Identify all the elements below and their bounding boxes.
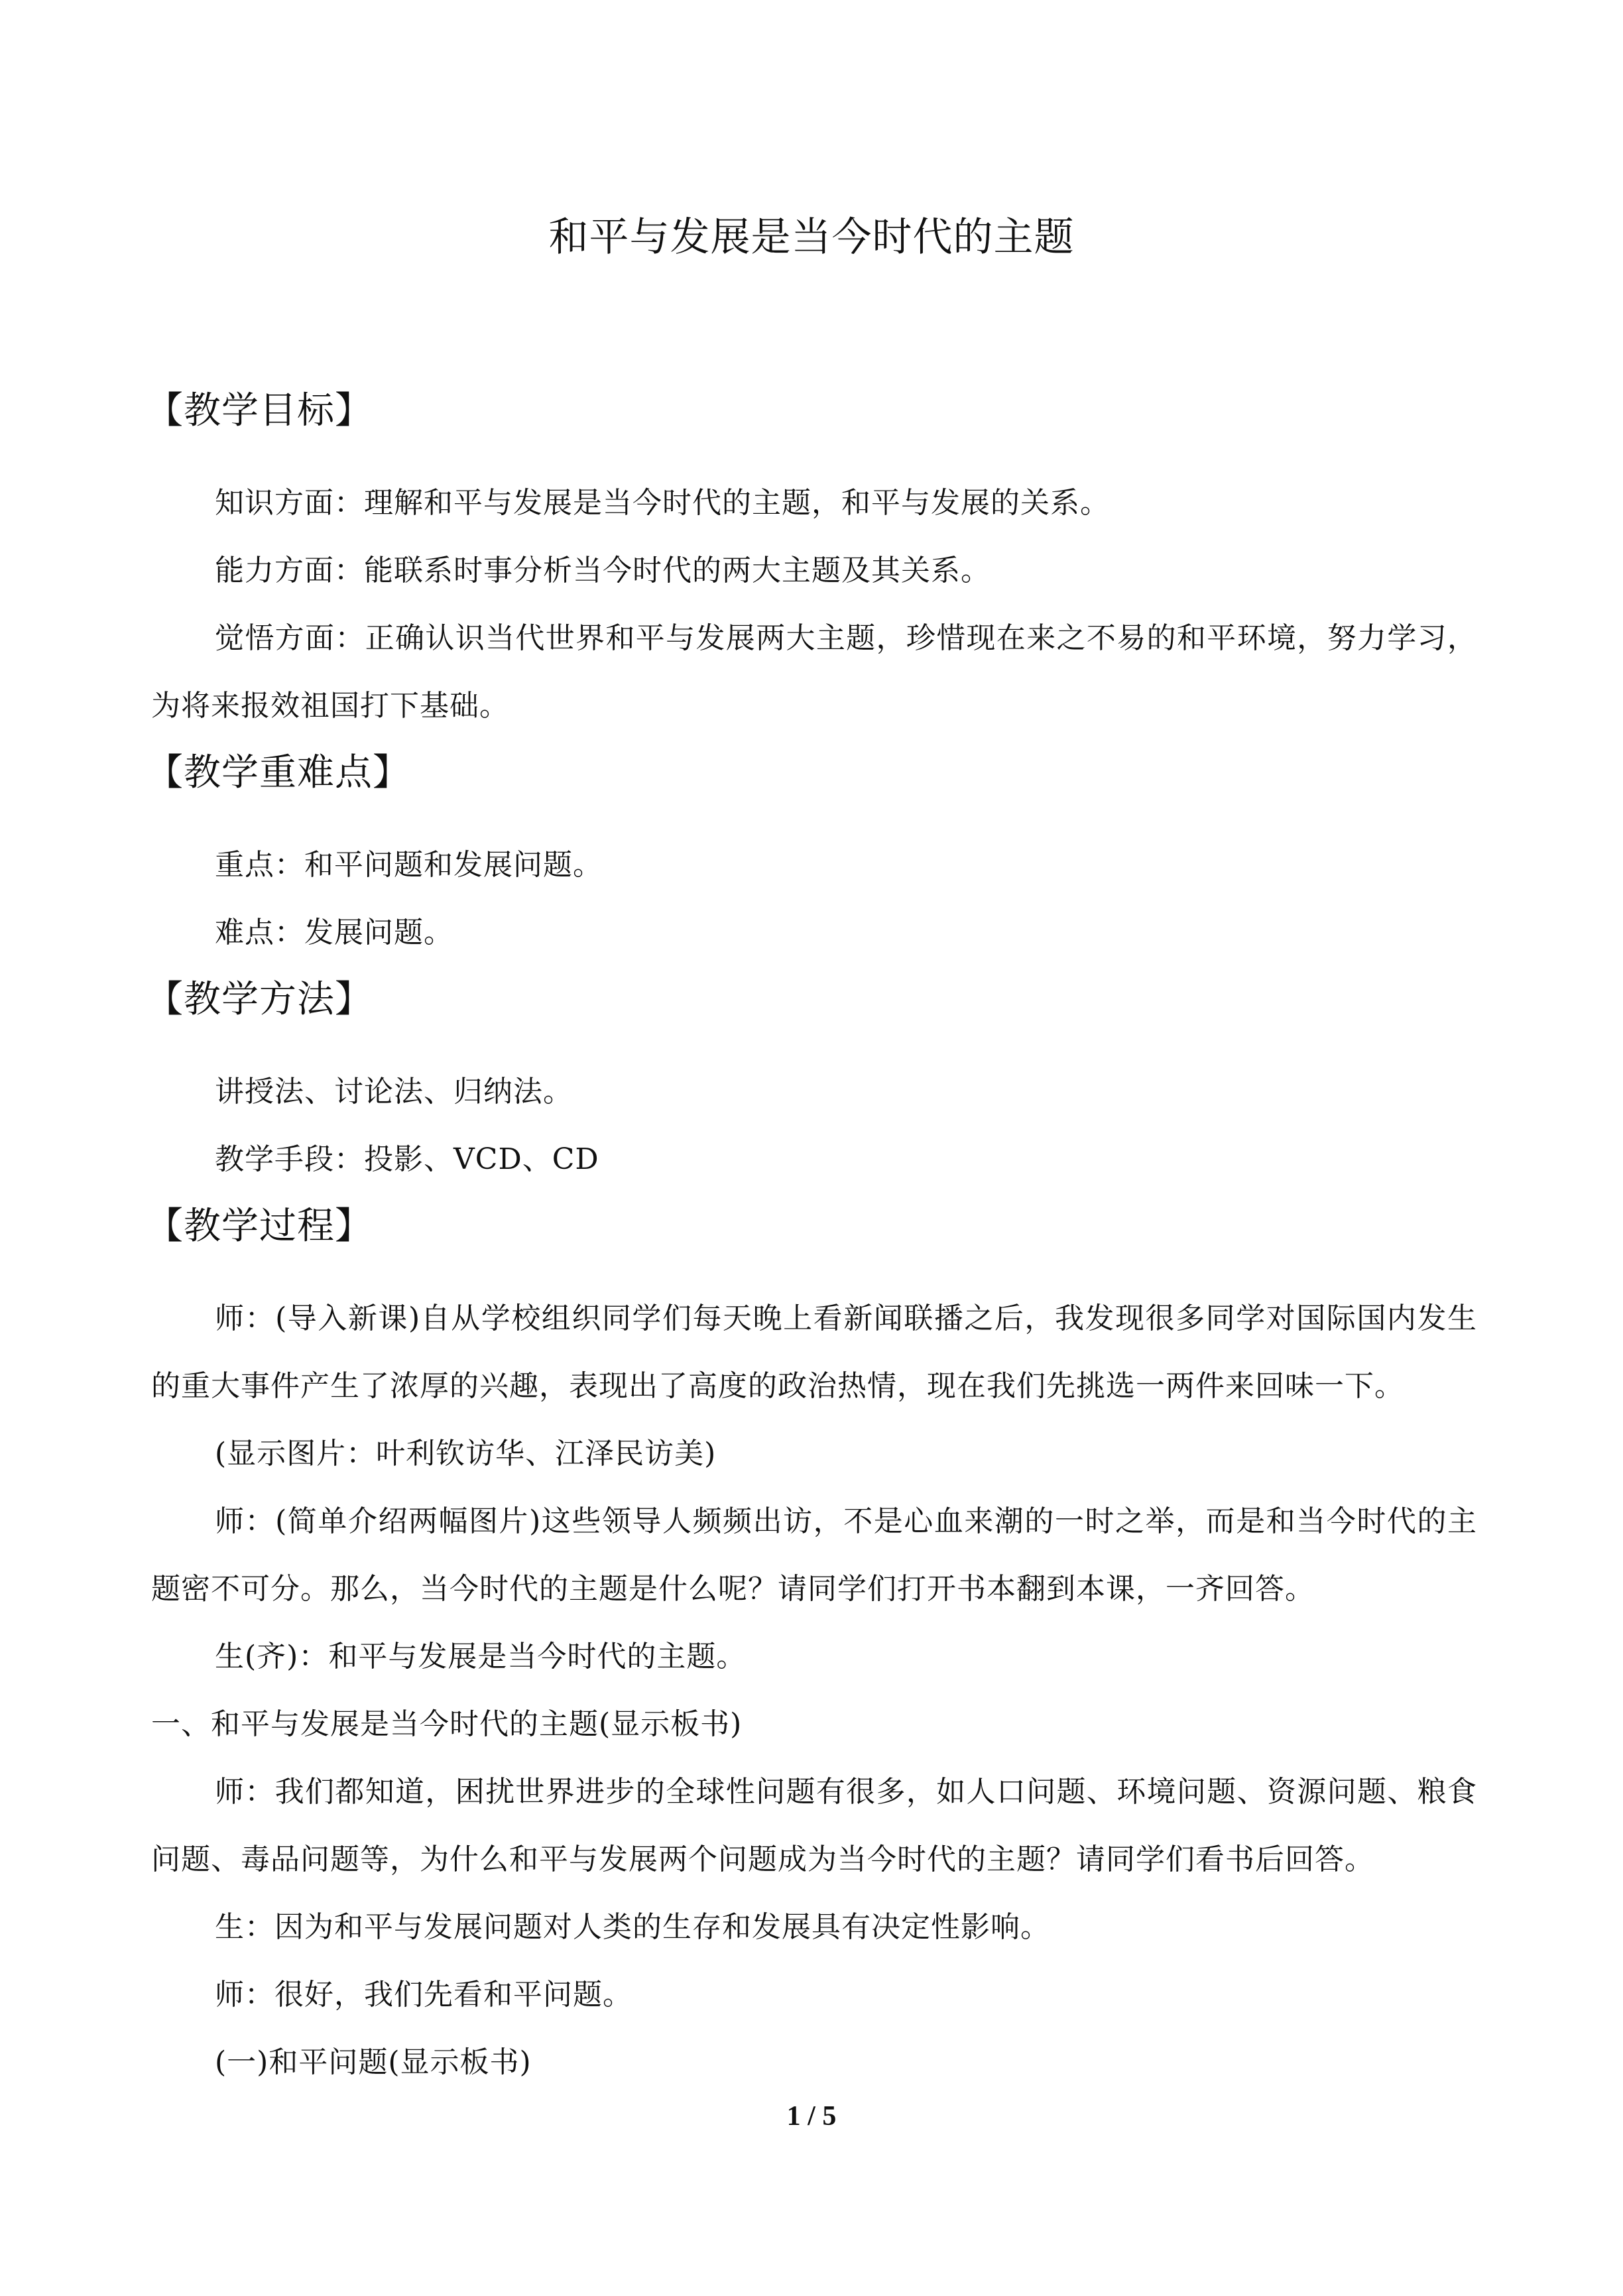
paragraph: 生(齐)：和平与发展是当今时代的主题。 <box>215 1640 747 1673</box>
paragraph: 知识方面：理解和平与发展是当今时代的主题，和平与发展的关系。 <box>215 486 1110 520</box>
paragraph: 师：(简单介绍两幅图片)这些领导人频频出访，不是心血来潮的一时之举，而是和当今时代的主题密不可分。那么，当今时代的主题是什么呢？请同学们打开书本翻到本课，一齐回答。 <box>151 1504 1477 1606</box>
paragraph: 觉悟方面：正确认识当代世界和平与发展两大主题，珍惜现在来之不易的和平环境，努力学习，为将来报效祖国打下基础。 <box>151 621 1477 723</box>
page-number: 1 / 5 <box>786 2101 837 2132</box>
paragraph: 教学手段：投影、VCD、CD <box>215 1142 599 1176</box>
paragraph: 师：我们都知道，困扰世界进步的全球性问题有很多，如人口问题、环境问题、资源问题、粮食问题、毒品问题等，为什么和平与发展两个问题成为当今时代的主题？请同学们看书后回答。 <box>151 1775 1477 1876</box>
paragraph: 师：(导入新课)自从学校组织同学们每天晚上看新闻联播之后，我发现很多同学对国际国内发生的重大事件产生了浓厚的兴趣，表现出了高度的政治热情，现在我们先挑选一两件来回味一下。 <box>151 1301 1477 1403</box>
paragraph: 难点：发展问题。 <box>215 916 453 949</box>
section-heading-process: 【教学过程】 <box>146 1205 373 1248</box>
paragraph: (显示图片：叶利钦访华、江泽民访美) <box>215 1437 717 1471</box>
document-title: 和平与发展是当今时代的主题 <box>548 214 1075 261</box>
paragraph: (一)和平问题(显示板书) <box>215 2045 532 2079</box>
paragraph: 讲授法、讨论法、归纳法。 <box>215 1075 573 1109</box>
section-heading-methods: 【教学方法】 <box>146 978 373 1021</box>
subsection-heading: 一、和平与发展是当今时代的主题(显示板书) <box>151 1707 743 1741</box>
document-body <box>146 385 1477 2096</box>
paragraph: 生：因为和平与发展问题对人类的生存和发展具有决定性影响。 <box>215 1910 1050 1944</box>
section-heading-objectives: 【教学目标】 <box>146 389 373 432</box>
paragraph: 师：很好，我们先看和平问题。 <box>215 1978 632 2012</box>
paragraph: 能力方面：能联系时事分析当今时代的两大主题及其关系。 <box>215 554 991 587</box>
paragraph: 重点：和平问题和发展问题。 <box>215 848 603 882</box>
section-heading-key-points: 【教学重难点】 <box>146 751 410 794</box>
